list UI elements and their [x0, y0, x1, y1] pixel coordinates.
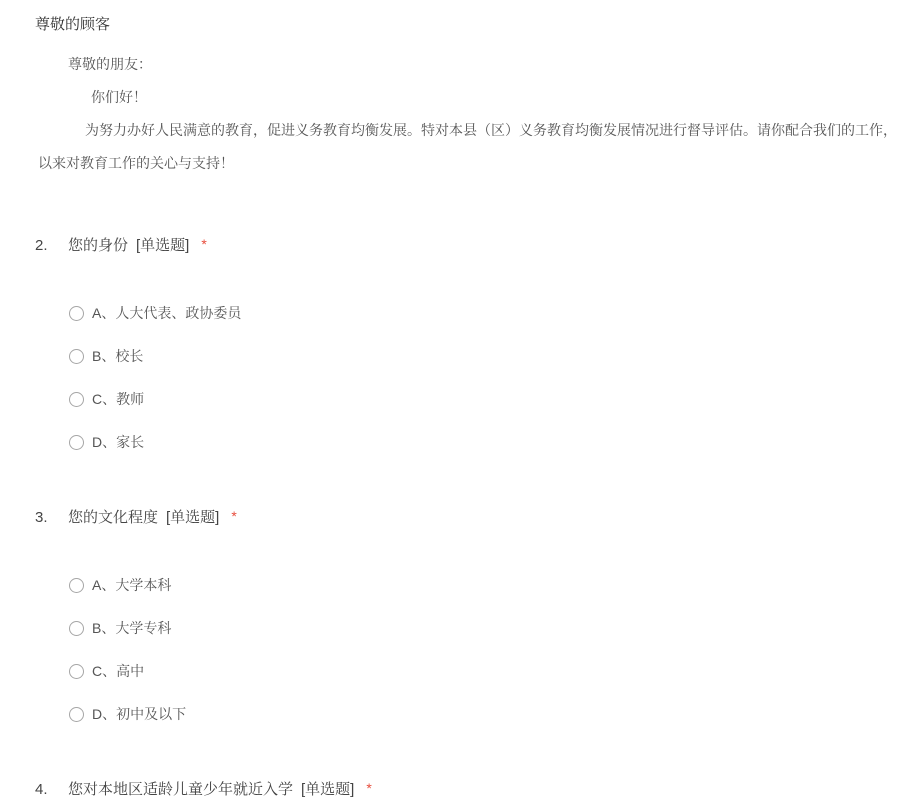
- option-item[interactable]: [69, 575, 900, 595]
- intro-greeting: 尊敬的朋友：: [68, 56, 152, 72]
- question-type-label: [单选题]: [301, 781, 355, 798]
- option-label: A、大学本科: [92, 577, 172, 593]
- options-list: [35, 575, 900, 724]
- question-2: [0, 234, 900, 452]
- options-list: [35, 303, 900, 452]
- option-item[interactable]: [69, 661, 900, 681]
- question-3: [0, 506, 900, 724]
- required-asterisk: *: [231, 508, 237, 524]
- question-title: 您的文化程度: [68, 509, 159, 526]
- intro-text: [38, 48, 900, 180]
- question-number: 2.: [35, 237, 48, 254]
- radio-button[interactable]: [69, 621, 84, 636]
- radio-button[interactable]: [69, 707, 84, 722]
- option-item[interactable]: [69, 618, 900, 638]
- option-item[interactable]: [69, 432, 900, 452]
- option-item[interactable]: [69, 346, 900, 366]
- option-label: C、高中: [92, 663, 145, 679]
- option-item[interactable]: [69, 303, 900, 323]
- radio-button[interactable]: [69, 578, 84, 593]
- option-item[interactable]: [69, 389, 900, 409]
- radio-button[interactable]: [69, 392, 84, 407]
- required-asterisk: *: [201, 236, 207, 252]
- radio-button[interactable]: [69, 306, 84, 321]
- radio-button[interactable]: [69, 435, 84, 450]
- question-header: [35, 506, 900, 528]
- question-number: 3.: [35, 509, 48, 526]
- option-label: D、家长: [92, 434, 145, 450]
- question-number: 4.: [35, 781, 48, 798]
- option-label: D、初中及以下: [92, 706, 187, 722]
- question-title: 您的身份: [68, 237, 129, 254]
- question-4: [0, 778, 900, 800]
- option-label: C、教师: [92, 391, 145, 407]
- radio-button[interactable]: [69, 349, 84, 364]
- intro-hello: 你们好！: [91, 89, 147, 105]
- question-header: [35, 234, 900, 256]
- question-title: 您对本地区适龄儿童少年就近入学: [68, 781, 294, 798]
- page-title: 尊敬的顾客: [35, 16, 111, 33]
- option-label: A、人大代表、政协委员: [92, 305, 242, 321]
- radio-button[interactable]: [69, 664, 84, 679]
- question-type-label: [单选题]: [166, 509, 220, 526]
- question-type-label: [单选题]: [136, 237, 190, 254]
- intro-paragraph-line: 为努力办好人民满意的教育，促进义务教育均衡发展。特对本县（区）义务教育均衡发展情况进行督导评估。请你配合我们的工作，: [85, 122, 897, 138]
- option-item[interactable]: [69, 704, 900, 724]
- question-header: [35, 778, 900, 800]
- required-asterisk: *: [366, 780, 372, 796]
- intro-paragraph-line: 以来对教育工作的关心与支持！: [38, 155, 234, 171]
- option-label: B、大学专科: [92, 620, 172, 636]
- option-label: B、校长: [92, 348, 144, 364]
